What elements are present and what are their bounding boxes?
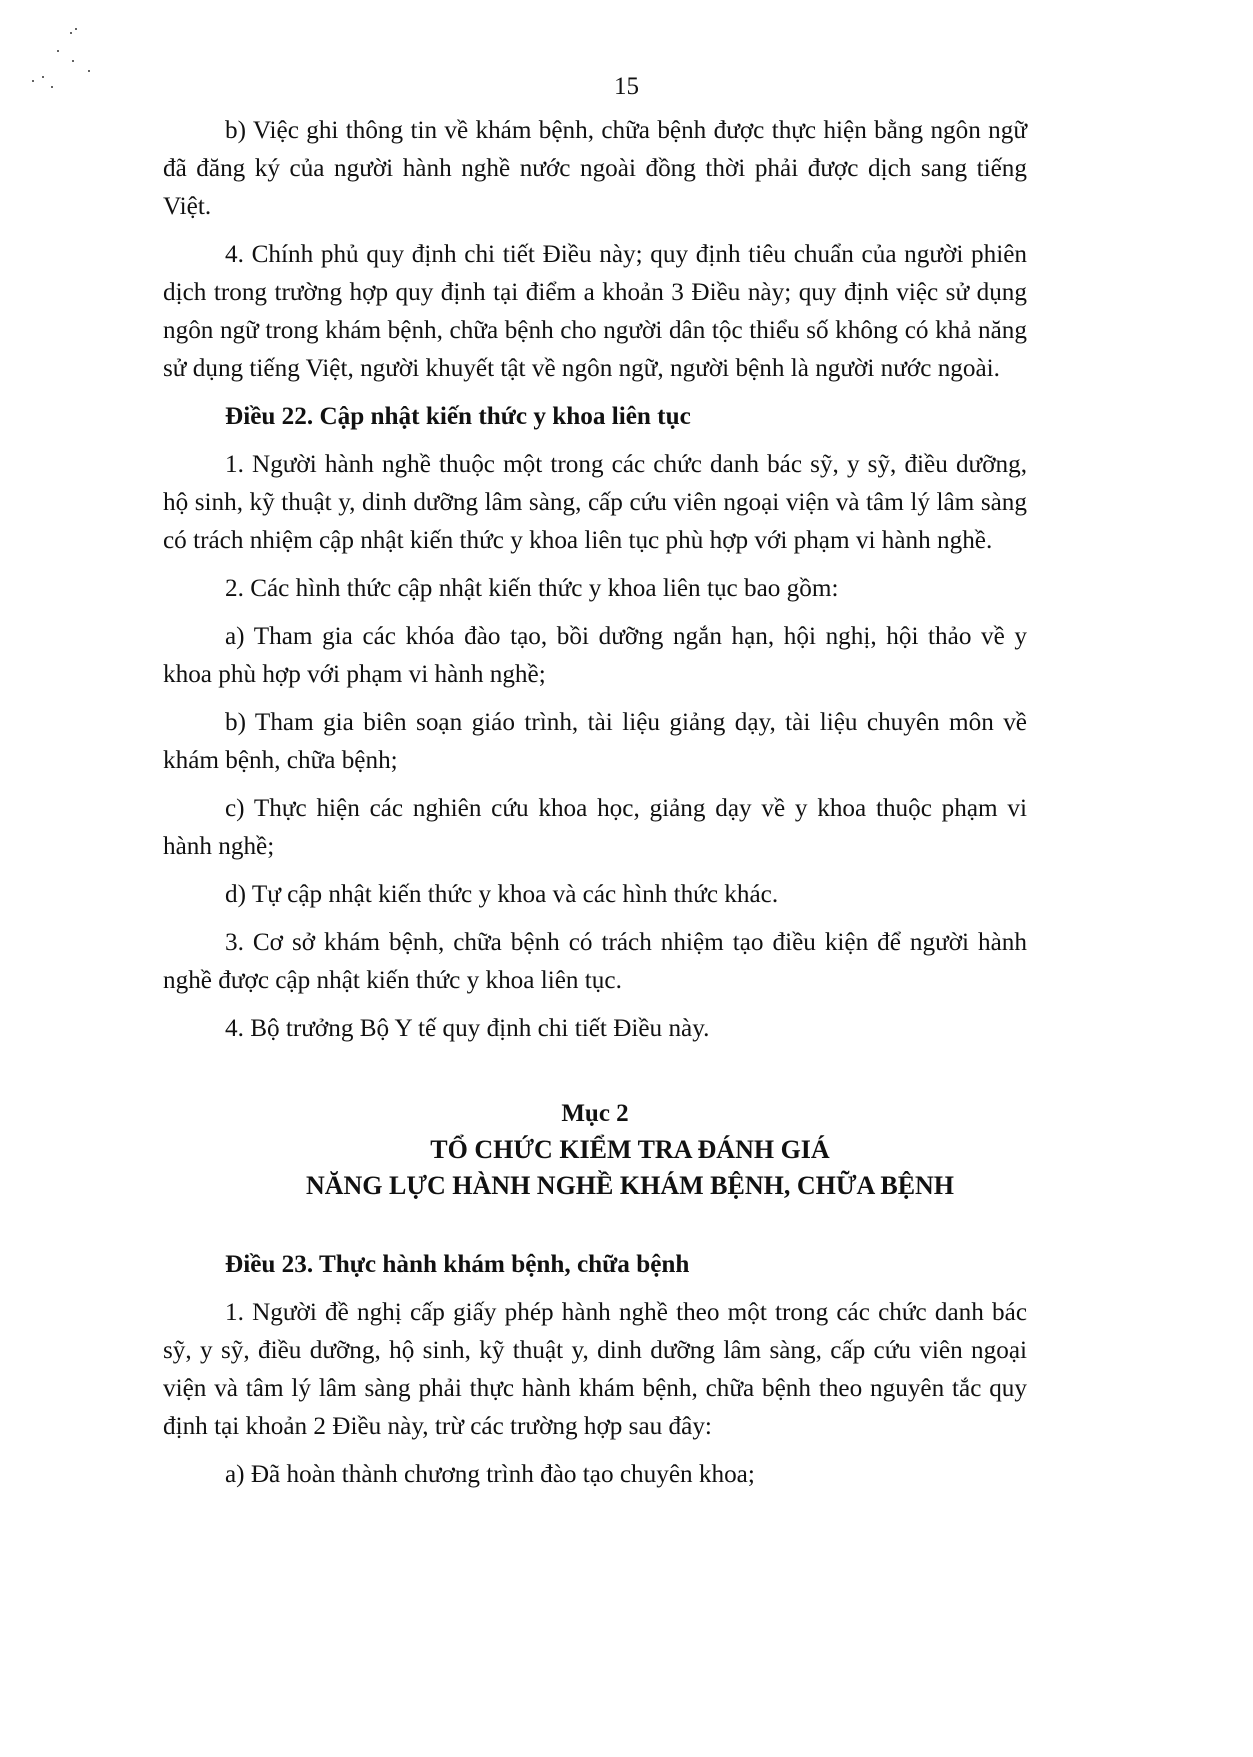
section-heading	[163, 1096, 1027, 1204]
paragraph: 2. Các hình thức cập nhật kiến thức y khoa liên tục bao gồm:	[225, 575, 839, 602]
section-title-line-2: NĂNG LỰC HÀNH NGHỀ KHÁM BỆNH, CHỮA BỆNH	[305, 1171, 955, 1200]
section-label: Mục 2	[561, 1100, 629, 1127]
paragraph: 4. Chính phủ quy định chi tiết Điều này; quy định tiêu chuẩn của người phiên dịch trong trường hợp quy định tại điểm a khoản 3 Điều này; quy định việc sử dụng ngôn ngữ trong khám bệnh, chữa bệnh cho người dân tộc thiểu số không có khả năng sử dụng tiếng Việt, người khuyết tật về ngôn ngữ, người bệnh là người nước ngoài.	[163, 241, 1027, 382]
scan-speck	[70, 32, 72, 34]
article-22-heading: Điều 22. Cập nhật kiến thức y khoa liên tục	[225, 403, 691, 430]
paragraph: a) Đã hoàn thành chương trình đào tạo chuyên khoa;	[225, 1461, 755, 1488]
scan-speck	[72, 60, 74, 62]
section-title-line-1: TỔ CHỨC KIỂM TRA ĐÁNH GIÁ	[430, 1135, 830, 1164]
paragraph: b) Tham gia biên soạn giáo trình, tài liệu giảng dạy, tài liệu chuyên môn về khám bệnh, chữa bệnh;	[163, 709, 1027, 774]
article-23-heading: Điều 23. Thực hành khám bệnh, chữa bệnh	[225, 1251, 690, 1278]
paragraph: 1. Người đề nghị cấp giấy phép hành nghề theo một trong các chức danh bác sỹ, y sỹ, điều dưỡng, hộ sinh, kỹ thuật y, dinh dưỡng lâm sàng, cấp cứu viên ngoại viện và tâm lý lâm sàng phải thực hành khám bệnh, chữa bệnh theo nguyên tắc quy định tại khoản 2 Điều này, trừ các trường hợp sau đây:	[163, 1299, 1027, 1440]
document-body	[163, 112, 1027, 1504]
paragraph: 3. Cơ sở khám bệnh, chữa bệnh có trách nhiệm tạo điều kiện để người hành nghề được cập nhật kiến thức y khoa liên tục.	[163, 929, 1027, 994]
scan-speck	[57, 50, 59, 52]
page-number: 15	[614, 73, 639, 100]
paragraph: b) Việc ghi thông tin về khám bệnh, chữa bệnh được thực hiện bằng ngôn ngữ đã đăng ký của người hành nghề nước ngoài đồng thời phải được dịch sang tiếng Việt.	[163, 117, 1027, 220]
paragraph: a) Tham gia các khóa đào tạo, bồi dưỡng ngắn hạn, hội nghị, hội thảo về y khoa phù hợp với phạm vi hành nghề;	[163, 623, 1027, 688]
scan-speck	[75, 28, 77, 30]
paragraph: 1. Người hành nghề thuộc một trong các chức danh bác sỹ, y sỹ, điều dưỡng, hộ sinh, kỹ thuật y, dinh dưỡng lâm sàng, cấp cứu viên ngoại viện và tâm lý lâm sàng có trách nhiệm cập nhật kiến thức y khoa liên tục phù hợp với phạm vi hành nghề.	[163, 451, 1027, 554]
paragraph: 4. Bộ trưởng Bộ Y tế quy định chi tiết Điều này.	[225, 1015, 710, 1042]
paragraph: d) Tự cập nhật kiến thức y khoa và các hình thức khác.	[225, 881, 779, 908]
scan-speck	[88, 70, 90, 72]
paragraph: c) Thực hiện các nghiên cứu khoa học, giảng dạy về y khoa thuộc phạm vi hành nghề;	[163, 795, 1027, 860]
